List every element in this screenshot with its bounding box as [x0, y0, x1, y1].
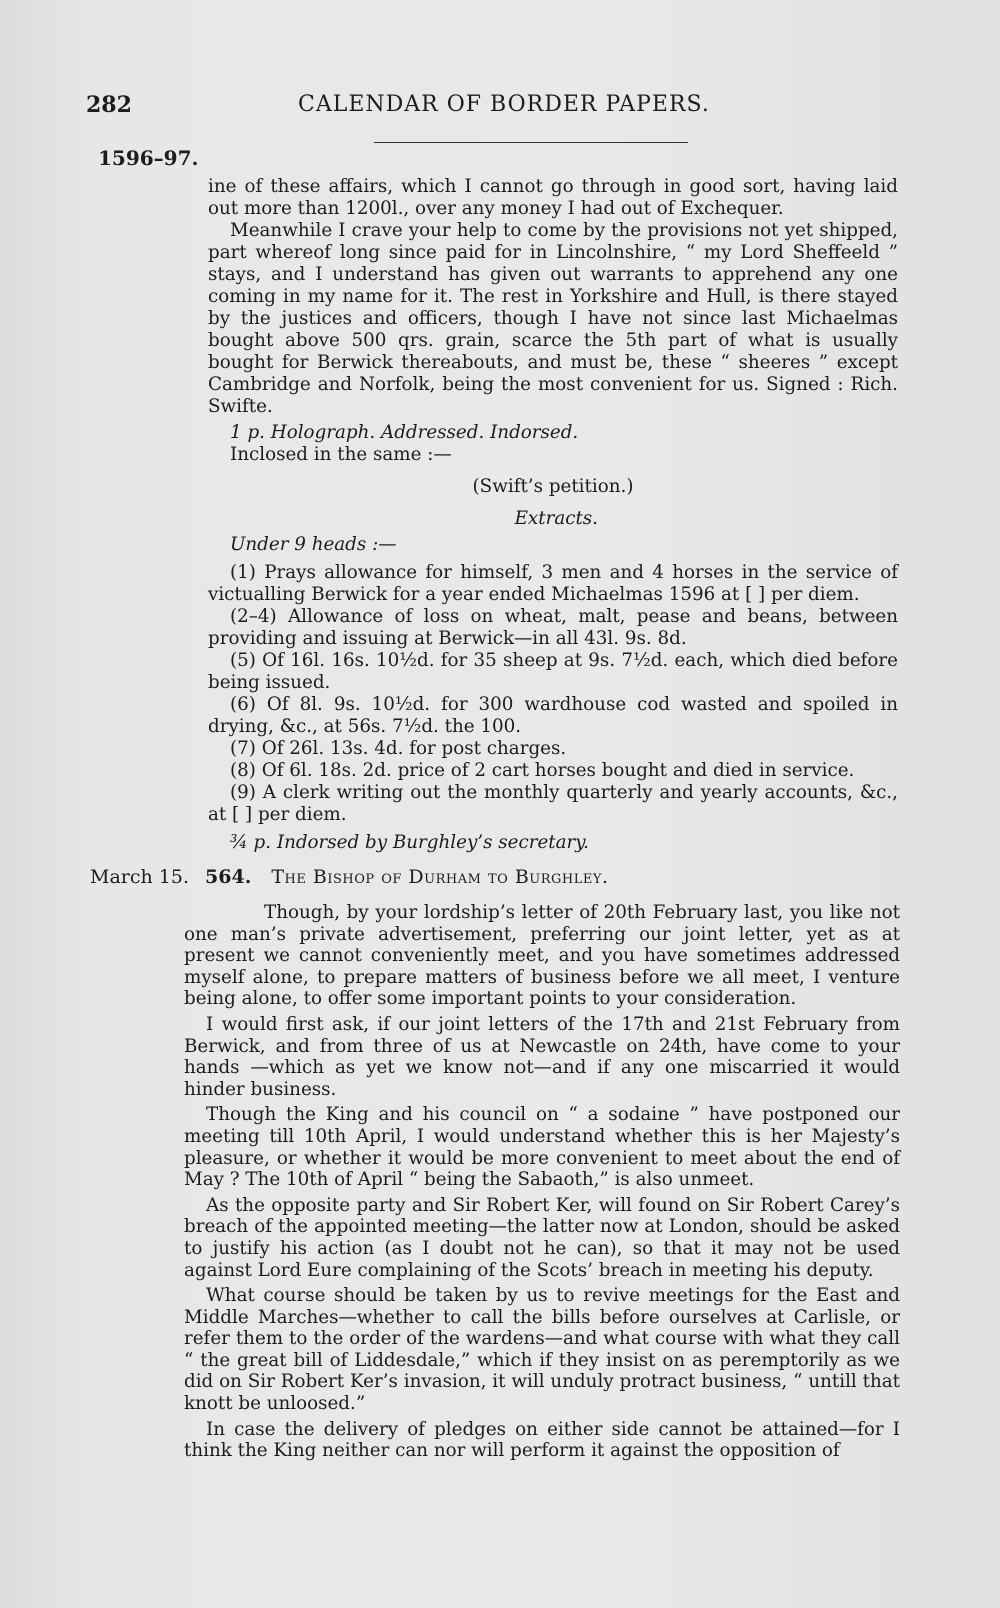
letter-paragraph: Though, by your lordship’s letter of 20th February last, you like not one man’s private advertisement, preferring our joint letter, yet as at present we cannot conveniently meet, and you have sometimes addressed myself alone, to prepare matters of business before we all meet, I venture being alone, to offer some important points to your consideration.	[184, 902, 900, 1010]
running-title: CALENDAR OF BORDER PAPERS.	[298, 92, 710, 117]
entry-heading	[90, 866, 910, 888]
under-heads-line: Under 9 heads :—	[230, 534, 397, 555]
petition-item: (8) Of 6l. 18s. 2d. price of 2 cart horses bought and died in service.	[230, 760, 855, 781]
petition-item: (1) Prays allowance for himself, 3 men and 4 horses in the service of victualling Berwick for a year ended Michaelmas 1596 at [ ] per diem.	[208, 562, 898, 605]
petition-item: (5) Of 16l. 16s. 10½d. for 35 sheep at 9s. 7½d. each, which died before being issued.	[208, 650, 898, 693]
inclosure-line: Inclosed in the same :—	[230, 444, 452, 465]
continuation-paragraph: ine of these affairs, which I cannot go through in good sort, having laid out more than 1200l., over any money I had out of Exchequer.	[208, 176, 898, 219]
petition-item: (2–4) Allowance of loss on wheat, malt, pease and beans, between providing and issuing at Berwick—in all 43l. 9s. 8d.	[208, 606, 898, 649]
document-note: ¾ p. Indorsed by Burghley’s secretary.	[230, 832, 589, 853]
letter-paragraph: Though the King and his council on “ a sodaine ” have postponed our meeting till 10th April, I would understand whether this is her Majesty’s pleasure, or whether it would be more convenient to meet about the end of May ? The 10th of April “ being the Sabaoth,” is also unmeet.	[184, 1104, 900, 1191]
year-marginal: 1596–97.	[98, 146, 199, 170]
letter-paragraph: In case the delivery of pledges on either side cannot be attained—for I think the King neither can nor will perform it against the opposition of	[184, 1418, 900, 1462]
entry-title: The Bishop of Durham to Burghley.	[271, 866, 609, 888]
entry-number: 564.	[205, 866, 252, 888]
text-block-upper	[208, 176, 898, 854]
header-rule	[374, 142, 688, 143]
petition-title: (Swift’s petition.)	[472, 476, 634, 497]
petition-item: (9) A clerk writing out the monthly quarterly and yearly accounts, &c., at [ ] per diem.	[208, 782, 898, 825]
page-header	[0, 92, 1000, 132]
text-block-letter	[184, 902, 900, 1462]
petition-item: (7) Of 26l. 13s. 4d. for post charges.	[230, 738, 567, 759]
extracts-heading: Extracts.	[514, 508, 598, 529]
entry-date: March 15.	[90, 866, 189, 888]
letter-paragraph: As the opposite party and Sir Robert Ker, will found on Sir Robert Carey’s breach of the appointed meeting—the latter now at London, should be asked to justify his action (as I doubt not he can), so that it may not be used against Lord Eure complaining of the Scots’ breach in meeting his deputy.	[184, 1194, 900, 1281]
petition-item: (6) Of 8l. 9s. 10½d. for 300 wardhouse cod wasted and spoiled in drying, &c., at 56s. 7½d. the 100.	[208, 694, 898, 737]
letter-paragraph: What course should be taken by us to revive meetings for the East and Middle Marches—whether to call the bills before ourselves at Carlisle, or refer them to the order of the wardens—and what course with what they call “ the great bill of Liddesdale,” which if they insist on as peremptorily as we did on Sir Robert Ker’s invasion, it will unduly protract business, “ untill that knott be unloosed.”	[184, 1285, 900, 1415]
letter-paragraph: I would first ask, if our joint letters of the 17th and 21st February from Berwick, and from three of us at Newcastle on 24th, have come to your hands —which as yet we know not—and if any one miscarried it would hinder business.	[184, 1013, 900, 1100]
document-note: 1 p. Holograph. Addressed. Indorsed.	[230, 422, 579, 443]
page-number: 282	[86, 92, 132, 118]
paragraph: Meanwhile I crave your help to come by the provisions not yet shipped, part whereof long since paid for in Lincolnshire, “ my Lord Sheffeeld ” stays, and I understand has given out warrants to apprehend any one coming in my name for it. The rest in Yorkshire and Hull, is there stayed by the justices and officers, though I have not since last Michaelmas bought above 500 qrs. grain, scarce the 5th part of what is usually bought for Berwick thereabouts, and must be, these “ sheeres ” except Cambridge and Norfolk, being the most convenient for us. Signed : Rich. Swifte.	[208, 220, 898, 417]
